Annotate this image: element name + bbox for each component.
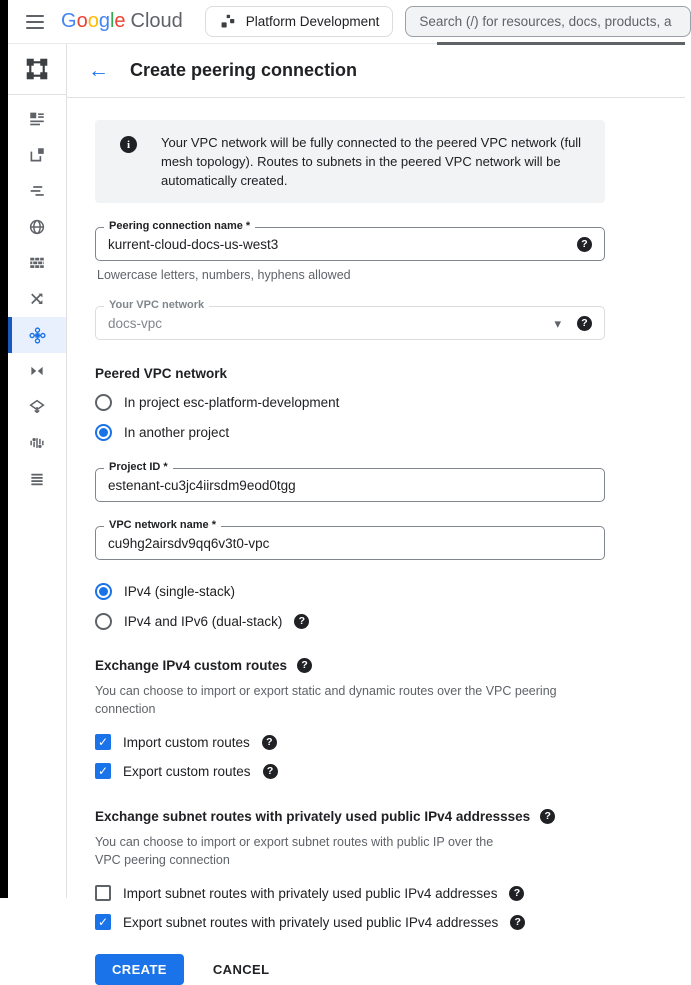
check-icon: ✓	[97, 764, 109, 778]
radio-ipv4-single-stack[interactable]	[95, 583, 112, 600]
chevron-down-icon: ▾	[554, 315, 561, 331]
vpc-network-peering-icon	[28, 326, 47, 345]
logo-letter: o	[76, 10, 88, 32]
check-icon: ✓	[97, 915, 109, 929]
your-vpc-network-label: Your VPC network	[104, 299, 209, 311]
project-id-input[interactable]	[108, 478, 592, 493]
sidebar-item-shared-vpc[interactable]	[8, 389, 66, 425]
checkbox-import-custom-routes[interactable]	[95, 734, 111, 750]
checkbox-row-export-custom[interactable]	[95, 763, 605, 779]
radio-ipv4-ipv6-label: IPv4 and IPv6 (dual-stack)	[124, 614, 283, 629]
checkbox-row-import-custom[interactable]	[95, 734, 605, 750]
import-custom-routes-label: Import custom routes	[123, 734, 250, 750]
radio-row-another-project[interactable]	[95, 424, 605, 441]
peering-name-field[interactable]	[95, 220, 605, 261]
connectivity-tests-icon	[28, 362, 46, 380]
info-banner-text: Your VPC network will be fully connected to the peered VPC network (full mesh topology). Routes to subnets in the peered VPC network will be automatically created.	[161, 135, 582, 188]
create-button[interactable]: CREATE	[95, 954, 184, 985]
custom-routes-help-icon[interactable]: ?	[297, 658, 312, 673]
radio-ipv4-ipv6-dual-stack[interactable]	[95, 613, 112, 630]
google-cloud-logo	[61, 10, 183, 33]
vpc-network-sidebar	[8, 44, 67, 898]
form-actions	[95, 954, 605, 985]
logo-letter: g	[98, 10, 110, 32]
custom-routes-description: You can choose to import or export static and dynamic routes over the VPC peering connection	[95, 684, 557, 716]
sidebar-item-connectivity-tests[interactable]	[8, 353, 66, 389]
radio-row-ipv4-ipv6[interactable]	[95, 613, 605, 630]
peering-name-help-icon[interactable]: ?	[577, 237, 592, 252]
page-title: Create peering connection	[130, 60, 358, 80]
subnet-routes-section-title	[95, 809, 605, 824]
peering-form	[95, 120, 605, 985]
dual-stack-help-icon[interactable]: ?	[294, 614, 309, 629]
project-selector-label: Platform Development	[245, 14, 380, 29]
globe-icon	[28, 218, 46, 236]
checkbox-row-export-subnet[interactable]	[95, 914, 605, 930]
routes-icon	[28, 290, 46, 308]
serverless-vpc-access-icon	[28, 434, 46, 452]
ip-addresses-icon	[28, 146, 46, 164]
window-edge-artifact	[437, 42, 685, 45]
search-bar[interactable]	[405, 6, 691, 37]
radio-ipv4-label: IPv4 (single-stack)	[124, 584, 236, 599]
radio-another-project-label: In another project	[124, 425, 230, 440]
sidebar-item-vpc-networks[interactable]	[8, 101, 66, 137]
custom-routes-section-title	[95, 658, 605, 673]
checkbox-import-subnet-routes[interactable]	[95, 885, 111, 901]
project-id-label: Project ID *	[104, 461, 173, 473]
export-subnet-routes-label: Export subnet routes with privately used public IPv4 addresses	[123, 914, 499, 930]
list-icon	[28, 470, 46, 488]
logo-cloud-text: Cloud	[130, 10, 183, 32]
checkbox-export-subnet-routes[interactable]	[95, 914, 111, 930]
your-vpc-network-value	[108, 316, 546, 331]
radio-another-project[interactable]	[95, 424, 112, 441]
top-app-bar	[8, 0, 685, 44]
subnet-routes-description: You can choose to import or export subnet routes with public IP over the VPC peering connection	[95, 835, 494, 867]
radio-row-in-project[interactable]	[95, 394, 605, 411]
vpc-network-product-icon	[8, 44, 66, 95]
vpc-network-name-label: VPC network name *	[104, 519, 221, 531]
screenshot-left-edge	[0, 0, 8, 898]
internal-ranges-icon	[28, 182, 46, 200]
peering-name-input[interactable]	[108, 237, 577, 252]
vpc-network-name-input[interactable]	[108, 536, 592, 551]
import-custom-routes-help-icon[interactable]: ?	[262, 735, 277, 750]
radio-row-ipv4[interactable]	[95, 583, 605, 600]
sidebar-item-external-ip-addresses[interactable]	[8, 209, 66, 245]
search-input[interactable]	[419, 14, 677, 29]
firewall-icon	[28, 254, 46, 272]
export-subnet-routes-help-icon[interactable]: ?	[510, 915, 525, 930]
radio-in-project-label: In project esc-platform-development	[124, 395, 340, 410]
logo-letter: o	[87, 10, 99, 32]
shared-vpc-icon	[28, 398, 46, 416]
subnet-routes-help-icon[interactable]: ?	[540, 809, 555, 824]
page-header	[67, 44, 685, 98]
sidebar-item-network-summary[interactable]	[8, 461, 66, 497]
sidebar-item-ip-addresses[interactable]	[8, 137, 66, 173]
vpc-network-name-field[interactable]	[95, 519, 605, 560]
vpc-networks-icon	[28, 110, 46, 128]
logo-letter: G	[61, 10, 77, 32]
checkbox-export-custom-routes[interactable]	[95, 763, 111, 779]
sidebar-item-routes[interactable]	[8, 281, 66, 317]
logo-letter: l	[109, 10, 115, 32]
main-content	[67, 44, 685, 977]
peering-name-label: Peering connection name *	[104, 220, 255, 232]
peered-vpc-section-title: Peered VPC network	[95, 366, 228, 381]
import-subnet-routes-help-icon[interactable]: ?	[509, 886, 524, 901]
check-icon: ✓	[97, 735, 109, 749]
custom-routes-title-text: Exchange IPv4 custom routes	[95, 658, 288, 673]
back-button[interactable]: ←	[88, 59, 109, 82]
sidebar-item-internal-ip-ranges[interactable]	[8, 173, 66, 209]
info-icon: i	[120, 136, 137, 153]
sidebar-item-vpc-network-peering[interactable]	[8, 317, 66, 353]
radio-in-project[interactable]	[95, 394, 112, 411]
project-selector-button[interactable]	[205, 6, 394, 37]
checkbox-row-import-subnet[interactable]	[95, 885, 605, 901]
your-vpc-network-help-icon[interactable]: ?	[577, 316, 592, 331]
project-icon	[219, 13, 236, 30]
project-id-field[interactable]	[95, 461, 605, 502]
sidebar-item-firewall[interactable]	[8, 245, 66, 281]
cancel-button[interactable]: CANCEL	[212, 962, 270, 977]
info-banner	[95, 120, 605, 203]
subnet-routes-title-text: Exchange subnet routes with privately used public IPv4 addressses	[95, 809, 531, 824]
sidebar-item-serverless-vpc-access[interactable]	[8, 425, 66, 461]
export-custom-routes-label: Export custom routes	[123, 763, 251, 779]
import-subnet-routes-label: Import subnet routes with privately used public IPv4 addresses	[123, 885, 498, 901]
logo-letter: e	[114, 10, 126, 32]
peering-name-helper: Lowercase letters, numbers, hyphens allowed	[97, 268, 351, 282]
export-custom-routes-help-icon[interactable]: ?	[263, 764, 278, 779]
your-vpc-network-field	[95, 299, 605, 340]
menu-icon[interactable]	[26, 15, 44, 29]
